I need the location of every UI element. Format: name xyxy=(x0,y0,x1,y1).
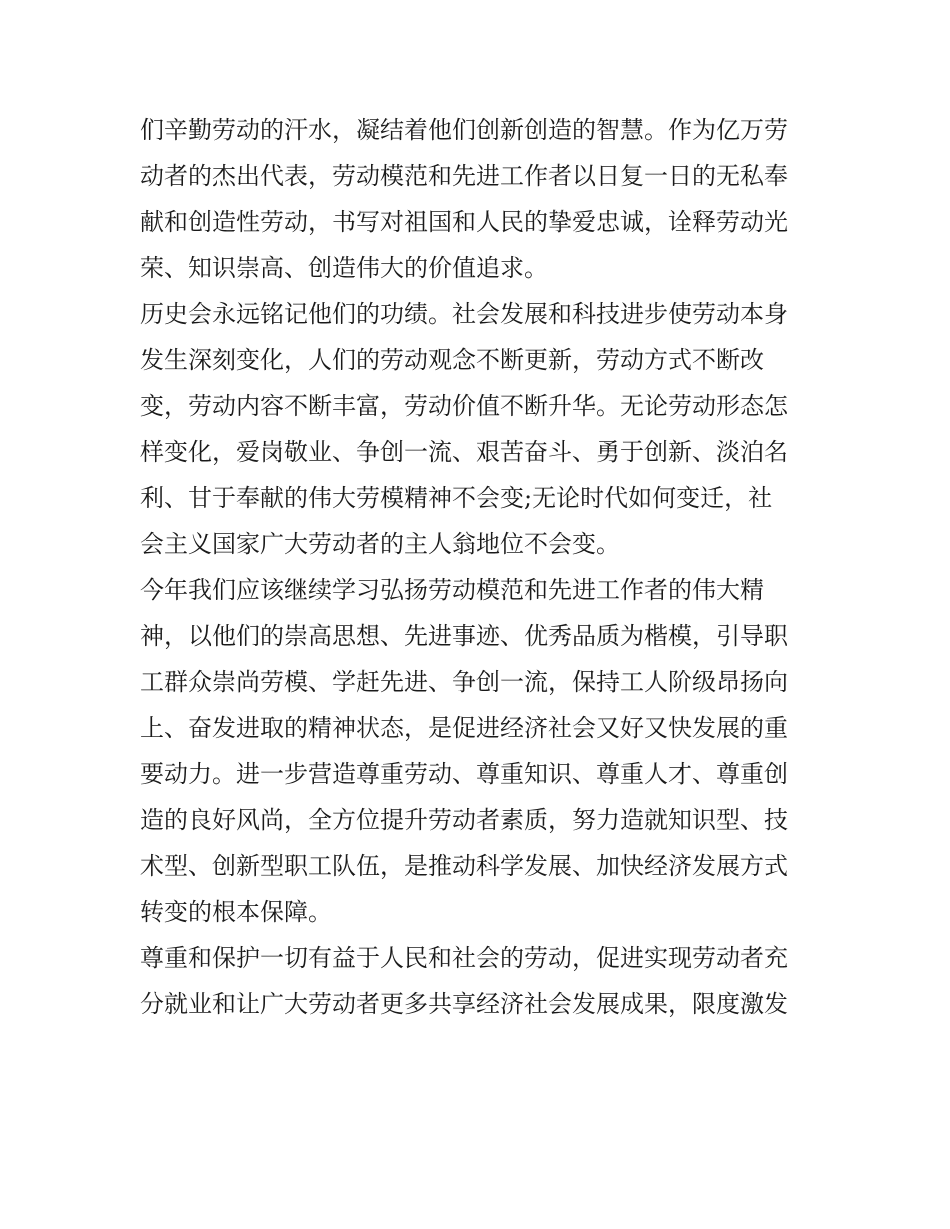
text-line: 工群众崇尚劳模、学赶先进、争创一流，保持工人阶级昂扬向 xyxy=(140,668,788,696)
document-body xyxy=(140,107,820,1027)
text-line: 动者的杰出代表，劳动模范和先进工作者以日复一日的无私奉 xyxy=(140,162,788,190)
text-line: 利、甘于奉献的伟大劳模精神不会变;无论时代如何变迁，社 xyxy=(140,484,773,512)
text-line: 献和创造性劳动，书写对祖国和人民的挚爱忠诚，诠释劳动光 xyxy=(140,208,788,236)
text-line: 术型、创新型职工队伍，是推动科学发展、加快经济发展方式 xyxy=(140,852,788,880)
paragraph-2 xyxy=(140,291,820,567)
text-line: 历史会永远铭记他们的功绩。社会发展和科技进步使劳动本身 xyxy=(140,300,788,328)
paragraph-3 xyxy=(140,567,820,935)
paragraph-1 xyxy=(140,107,820,291)
text-line: 造的良好风尚，全方位提升劳动者素质，努力造就知识型、技 xyxy=(140,806,788,834)
text-line: 发生深刻变化，人们的劳动观念不断更新，劳动方式不断改 xyxy=(140,346,764,374)
text-line: 转变的根本保障。 xyxy=(140,898,332,926)
text-line: 今年我们应该继续学习弘扬劳动模范和先进工作者的伟大精 xyxy=(140,576,764,604)
text-line: 分就业和让广大劳动者更多共享经济社会发展成果，限度激发 xyxy=(140,990,788,1018)
text-line: 会主义国家广大劳动者的主人翁地位不会变。 xyxy=(140,530,620,558)
text-line: 神，以他们的崇高思想、先进事迹、优秀品质为楷模，引导职 xyxy=(140,622,788,650)
text-line: 要动力。进一步营造尊重劳动、尊重知识、尊重人才、尊重创 xyxy=(140,760,788,788)
text-line: 变，劳动内容不断丰富，劳动价值不断升华。无论劳动形态怎 xyxy=(140,392,788,420)
text-line: 们辛勤劳动的汗水，凝结着他们创新创造的智慧。作为亿万劳 xyxy=(140,116,788,144)
paragraph-4 xyxy=(140,935,820,1027)
text-line: 尊重和保护一切有益于人民和社会的劳动，促进实现劳动者充 xyxy=(140,944,788,972)
text-line: 上、奋发进取的精神状态，是促进经济社会又好又快发展的重 xyxy=(140,714,788,742)
text-line: 荣、知识崇高、创造伟大的价值追求。 xyxy=(140,254,548,282)
text-line: 样变化，爱岗敬业、争创一流、艰苦奋斗、勇于创新、淡泊名 xyxy=(140,438,788,466)
